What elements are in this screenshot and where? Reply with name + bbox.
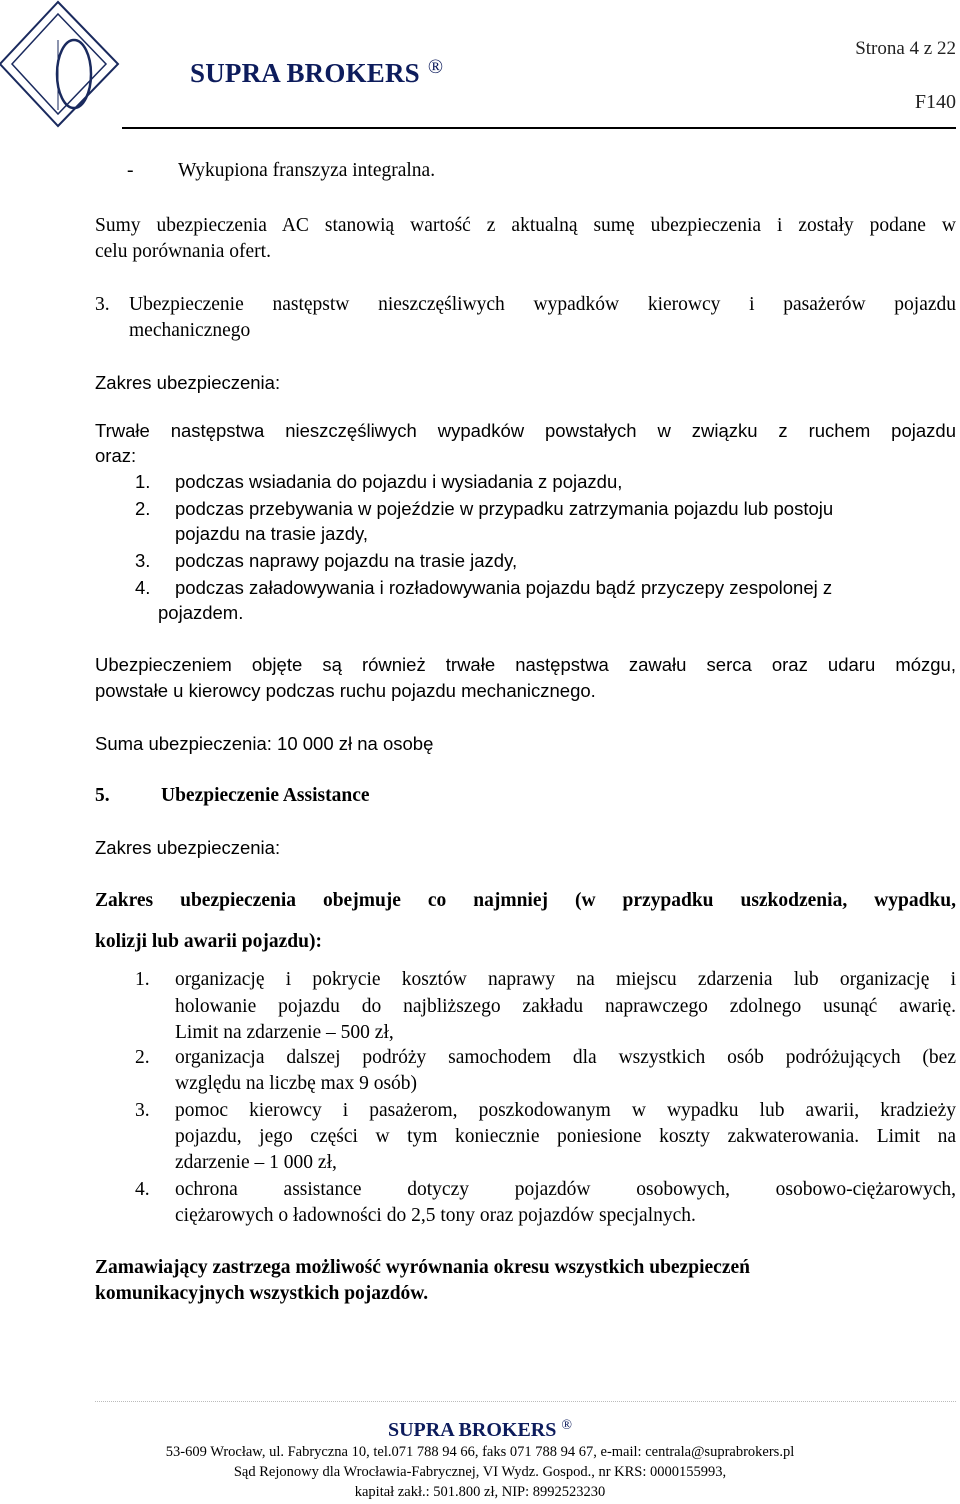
s5-item-3-line-3: zdarzenie – 1 000 zł, — [175, 1152, 337, 1173]
s5-item-2-line-1: organizacja dalszej podróży samochodem dla wszystkich osób podróżujących (bez — [175, 1047, 956, 1068]
reservation-line-2: komunikacyjnych wszystkich pojazdów. — [95, 1283, 429, 1304]
reservation-line-1: Zamawiający zastrzega możliwość wyrównania okresu wszystkich ubezpieczeń — [95, 1257, 750, 1278]
footer-address: 53-609 Wrocław, ul. Fabryczna 10, tel.071 788 94 66, faks 071 788 94 67, e-mail: centrala@suprabrokers.pl — [165, 1444, 795, 1460]
header-brand: SUPRA BROKERS ® — [190, 56, 444, 88]
sums-line-1: Sumy ubezpieczenia AC stanowią wartość z aktualną sumę ubezpieczenia i zostały podane w — [95, 215, 956, 236]
s5-item-4-line-2: ciężarowych o ładowności do 2,5 tony oraz pojazdów specjalnych. — [175, 1205, 696, 1226]
footer-brand: SUPRA BROKERS ® — [387, 1418, 572, 1441]
section-3-intro-line-1: Trwałe następstwa nieszczęśliwych wypadków powstałych w związku z ruchem pojazdu — [95, 420, 956, 441]
s5-item-4-line-1: ochrona assistance dotyczy pojazdów osobowych, osobowo-ciężarowych, — [175, 1179, 956, 1200]
s5-item-1-line-1: organizację i pokrycie kosztów naprawy na miejscu zdarzenia lub organizację i — [175, 969, 956, 990]
section-3-also-line-2: powstałe u kierowcy podczas ruchu pojazdu mechanicznego. — [95, 680, 596, 701]
footer-rule — [95, 1401, 956, 1402]
section-5-scope-line-1: Zakres ubezpieczenia obejmuje co najmniej (w przypadku uszkodzenia, wypadku, — [95, 890, 956, 911]
sums-line-2: celu porównania ofert. — [95, 241, 271, 262]
s3-list-item-continuation: pojazdem. — [158, 602, 244, 623]
s5-item-2-line-2: względu na liczbę max 9 osób) — [175, 1073, 418, 1094]
section-5-scope-line-2: kolizji lub awarii pojazdu): — [95, 931, 322, 952]
footer-capital: kapitał zakł.: 501.800 zł, NIP: 8992523230 — [354, 1484, 606, 1500]
section-3-heading-line-2: mechanicznego — [129, 320, 251, 341]
section-3-intro-line-2: oraz: — [95, 445, 137, 466]
s5-item-1-line-3: Limit na zdarzenie – 500 zł, — [175, 1022, 394, 1043]
s5-item-1-line-2: holowanie pojazdu do najbliższego zakładu naprawczego zdolnego usunąć awarię. — [175, 996, 956, 1017]
document-code: F140 — [914, 91, 956, 113]
section-3-also-line-1: Ubezpieczeniem objęte są również trwałe następstwa zawału serca oraz udaru mózgu, — [95, 654, 956, 675]
section-3-sum: Suma ubezpieczenia: 10 000 zł na osobę — [95, 733, 434, 754]
page-number: Strona 4 z 22 — [855, 38, 956, 59]
s3-list-item-continuation: pojazdu na trasie jazdy, — [175, 523, 368, 544]
header-rule — [122, 127, 956, 129]
supra-logo-icon — [0, 0, 120, 132]
s5-item-3-line-2: pojazdu, jego części w tym koniecznie poniesione koszty zakwaterowania. Limit na — [175, 1126, 956, 1147]
section-3-scope-label: Zakres ubezpieczenia: — [95, 372, 281, 393]
footer-court: Sąd Rejonowy dla Wrocławia-Fabrycznej, VI Wydz. Gospod., nr KRS: 0000155993, — [233, 1464, 727, 1480]
s5-item-3-line-1: pomoc kierowcy i pasażerom, poszkodowanym w wypadku lub awarii, kradzieży — [175, 1100, 956, 1121]
section-5-scope-label: Zakres ubezpieczenia: — [95, 837, 281, 858]
